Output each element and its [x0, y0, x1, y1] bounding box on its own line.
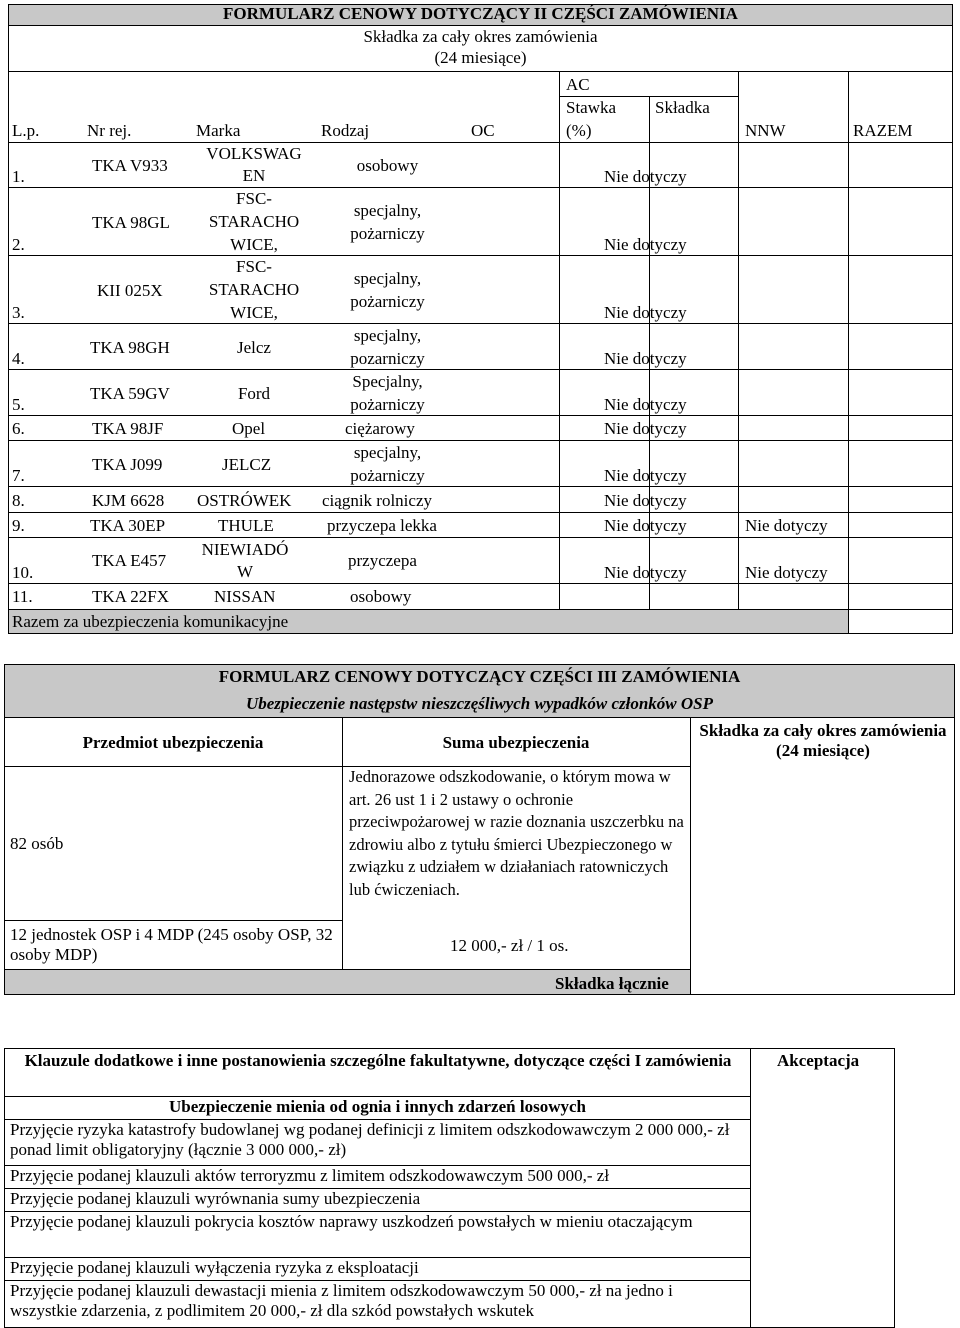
part3-sum-value: 12 000,- zł / 1 os. — [450, 936, 569, 955]
part3-title: FORMULARZ CENOWY DOTYCZĄCY CZĘŚCI III ZAMÓWIENIA — [218, 667, 741, 686]
row8-marka: OSTRÓWEK — [197, 491, 292, 510]
row10-nr: TKA E457 — [92, 551, 167, 570]
row6-marka: Opel — [232, 419, 266, 438]
header-stawka-unit: (%) — [566, 121, 592, 140]
row1-nr: TKA V933 — [92, 156, 168, 175]
row6-ac: Nie dotyczy — [604, 419, 687, 438]
clause-item-1: Przyjęcie ryzyka katastrofy budowlanej wg podanej definicji z limitem odszkodowawczym 2 000 000,- zł ponad limit obligatoryjny (łącznie 3 000 000,- zł) — [10, 1120, 730, 1160]
row10-ac: Nie dotyczy — [604, 563, 687, 582]
row1-marka-1: VOLKSWAG — [206, 144, 302, 163]
row4-rodzaj-1: specjalny, — [353, 326, 422, 345]
row9-marka: THULE — [218, 516, 274, 535]
row10-nnw: Nie dotyczy — [745, 563, 828, 582]
row2-lp: 2. — [12, 235, 25, 254]
part2-total-label: Razem za ubezpieczenia komunikacyjne — [12, 612, 289, 631]
clause-item-3: Przyjęcie podanej klauzuli wyrównania sumy ubezpieczenia — [10, 1189, 421, 1208]
row11-marka: NISSAN — [214, 587, 276, 606]
header-oc: OC — [471, 121, 495, 140]
part3-col-premium: Składka za cały okres zamówienia (24 miesiące) — [699, 721, 947, 761]
row2-marka-1: FSC- — [236, 189, 272, 208]
header-marka: Marka — [196, 121, 241, 140]
part2-subtitle-line2: (24 miesiące) — [434, 48, 527, 67]
row8-lp: 8. — [12, 491, 25, 510]
header-nr-rej: Nr rej. — [87, 121, 132, 140]
row4-marka: Jelcz — [237, 338, 271, 357]
row8-rodzaj: ciągnik rolniczy — [322, 491, 432, 510]
row7-rodzaj-1: specjalny, — [353, 443, 422, 462]
clauses-header: Klauzule dodatkowe i inne postanowienia szczególne fakultatywne, dotyczące części I zamówienia — [24, 1051, 732, 1070]
row5-marka: Ford — [237, 384, 271, 403]
row6-lp: 6. — [12, 419, 25, 438]
row3-marka-3: WICE, — [230, 303, 278, 322]
row2-marka-2: STARACHO — [208, 212, 300, 231]
part2-title: FORMULARZ CENOWY DOTYCZĄCY II CZĘŚCI ZAMÓWIENIA — [223, 4, 738, 23]
row1-marka-2: EN — [242, 166, 266, 185]
part3-units: 12 jednostek OSP i 4 MDP (245 osoby OSP, 32 osoby MDP) — [10, 925, 333, 965]
row3-nr: KII 025X — [97, 281, 163, 300]
row4-rodzaj-2: pozarniczy — [350, 349, 425, 368]
clauses-accept-header: Akceptacja — [777, 1051, 860, 1070]
header-skladka: Składka — [655, 98, 710, 117]
clause-item-6: Przyjęcie podanej klauzuli dewastacji mienia z limitem odszkodowawczym 50 000,- zł na jedno i wszystkie zdarzenia, z podlimitem 20 000,- zł dla szkód powstałych wskutek — [10, 1281, 673, 1321]
part3-subtitle: Ubezpieczenie następstw nieszczęśliwych wypadków członków OSP — [245, 694, 714, 713]
header-stawka: Stawka — [566, 98, 617, 117]
row3-rodzaj-2: pożarniczy — [350, 292, 425, 311]
row5-ac: Nie dotyczy — [604, 395, 687, 414]
clauses-section: Ubezpieczenie mienia od ognia i innych zdarzeń losowych — [169, 1097, 586, 1116]
header-lp: L.p. — [12, 121, 40, 140]
part3-description: Jednorazowe odszkodowanie, o którym mowa w art. 26 ust 1 i 2 ustawy o ochronie przeciwpożarowej w razie doznania uszczerbku na zdrowiu albo z tytułu śmierci Ubezpieczonego w związku z udziałem w działaniach ratowniczych lub ćwiczeniach. — [349, 767, 684, 899]
row2-rodzaj-2: pożarniczy — [350, 224, 425, 243]
row2-marka-3: WICE, — [230, 235, 278, 254]
part3-total-label: Składka łącznie — [555, 974, 669, 993]
row9-ac: Nie dotyczy — [604, 516, 687, 535]
row10-lp: 10. — [12, 563, 34, 582]
row7-nr: TKA J099 — [92, 455, 163, 474]
clause-item-4: Przyjęcie podanej klauzuli pokrycia kosztów naprawy uszkodzeń powstałych w mieniu otaczającym — [10, 1212, 693, 1231]
part3-persons: 82 osób — [10, 834, 64, 853]
part2-subtitle-line1: Składka za cały okres zamówienia — [363, 27, 598, 46]
row9-lp: 9. — [12, 516, 25, 535]
row3-marka-2: STARACHO — [208, 280, 300, 299]
row7-lp: 7. — [12, 466, 25, 485]
header-nnw: NNW — [745, 121, 786, 140]
row1-lp: 1. — [12, 167, 25, 186]
part3-col-sum: Suma ubezpieczenia — [442, 733, 590, 752]
row2-nr: TKA 98GL — [92, 213, 170, 232]
row11-rodzaj: osobowy — [350, 587, 412, 606]
row5-lp: 5. — [12, 395, 25, 414]
row5-rodzaj-2: pożarniczy — [350, 395, 425, 414]
header-ac: AC — [566, 75, 590, 94]
row3-rodzaj-1: specjalny, — [353, 269, 422, 288]
clause-item-5: Przyjęcie podanej klauzuli wyłączenia ryzyka z eksploatacji — [10, 1258, 419, 1277]
row4-lp: 4. — [12, 349, 25, 368]
row4-nr: TKA 98GH — [90, 338, 170, 357]
row1-rodzaj: osobowy — [356, 156, 419, 175]
row11-nr: TKA 22FX — [92, 587, 169, 606]
row4-ac: Nie dotyczy — [604, 349, 687, 368]
row5-nr: TKA 59GV — [90, 384, 170, 403]
row7-marka: JELCZ — [222, 455, 272, 474]
row7-rodzaj-2: pożarniczy — [350, 466, 425, 485]
row3-lp: 3. — [12, 303, 25, 322]
clause-item-2: Przyjęcie podanej klauzuli aktów terroryzmu z limitem odszkodowawczym 500 000,- zł — [10, 1166, 610, 1185]
row1-ac: Nie dotyczy — [604, 167, 687, 186]
row6-rodzaj: ciężarowy — [345, 419, 415, 438]
row8-nr: KJM 6628 — [92, 491, 165, 510]
row3-ac: Nie dotyczy — [604, 303, 687, 322]
header-rodzaj: Rodzaj — [321, 121, 370, 140]
part3-col-subject: Przedmiot ubezpieczenia — [82, 733, 264, 752]
row11-lp: 11. — [12, 587, 33, 606]
header-razem: RAZEM — [853, 121, 913, 140]
row2-ac: Nie dotyczy — [604, 235, 687, 254]
row10-marka-2: W — [236, 562, 254, 581]
row10-rodzaj: przyczepa — [348, 551, 417, 570]
row9-rodzaj: przyczepa lekka — [327, 516, 437, 535]
row9-nr: TKA 30EP — [90, 516, 166, 535]
row6-nr: TKA 98JF — [92, 419, 164, 438]
row5-rodzaj-1: Specjalny, — [352, 372, 423, 391]
row2-rodzaj-1: specjalny, — [353, 201, 422, 220]
row7-ac: Nie dotyczy — [604, 466, 687, 485]
row9-nnw: Nie dotyczy — [745, 516, 828, 535]
row3-marka-1: FSC- — [236, 257, 272, 276]
row8-ac: Nie dotyczy — [604, 491, 687, 510]
row10-marka-1: NIEWIADÓ — [201, 540, 289, 559]
